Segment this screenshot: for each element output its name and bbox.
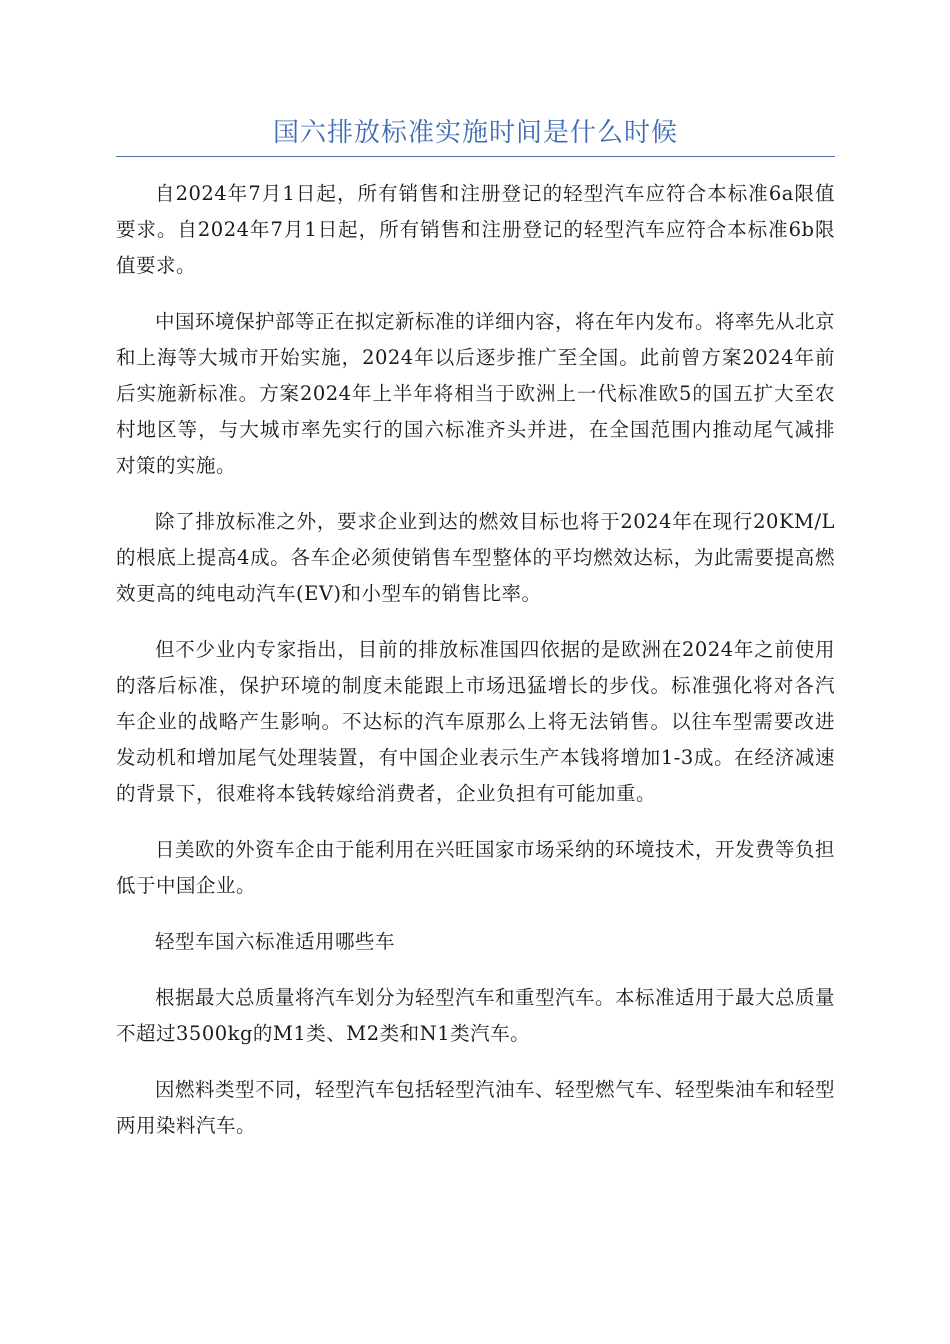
paragraph: 因燃料类型不同，轻型汽车包括轻型汽油车、轻型燃气车、轻型柴油车和轻型两用染料汽车。	[116, 1078, 836, 1137]
section-heading: 轻型车国六标准适用哪些车	[155, 930, 396, 953]
paragraph: 但不少业内专家指出，目前的排放标准国四依据的是欧洲在2024年之前使用的落后标准，保护环境的制度未能跟上市场迅猛增长的步伐。标准强化将对各汽车企业的战略产生影响。不达标的汽车原那么上将无法销售。以往车型需要改进发动机和增加尾气处理装置，有中国企业表示生产本钱将增加1-3成。在经济减速的背景下，很难将本钱转嫁给消费者，企业负担有可能加重。	[116, 638, 835, 805]
paragraph: 自2024年7月1日起，所有销售和注册登记的轻型汽车应符合本标准6a限值要求。自2024年7月1日起，所有销售和注册登记的轻型汽车应符合本标准6b限值要求。	[116, 182, 835, 277]
paragraph: 根据最大总质量将汽车划分为轻型汽车和重型汽车。本标准适用于最大总质量不超过3500kg的M1类、M2类和N1类汽车。	[116, 986, 836, 1045]
document-body	[116, 176, 835, 1164]
page-title: 国六排放标准实施时间是什么时候	[272, 118, 678, 148]
paragraph: 日美欧的外资车企由于能利用在兴旺国家市场采纳的环境技术，开发费等负担低于中国企业。	[116, 838, 836, 897]
title-block	[116, 110, 835, 157]
paragraph: 除了排放标准之外，要求企业到达的燃效目标也将于2024年在现行20KM/L的根底上提高4成。各车企必须使销售车型整体的平均燃效达标，为此需要提高燃效更高的纯电动汽车(EV)和小型车的销售比率。	[116, 510, 835, 605]
paragraph: 中国环境保护部等正在拟定新标准的详细内容，将在年内发布。将率先从北京和上海等大城市开始实施，2024年以后逐步推广至全国。此前曾方案2024年前后实施新标准。方案2024年上半年将相当于欧洲上一代标准欧5的国五扩大至农村地区等，与大城市率先实行的国六标准齐头并进，在全国范围内推动尾气减排对策的实施。	[116, 310, 836, 477]
